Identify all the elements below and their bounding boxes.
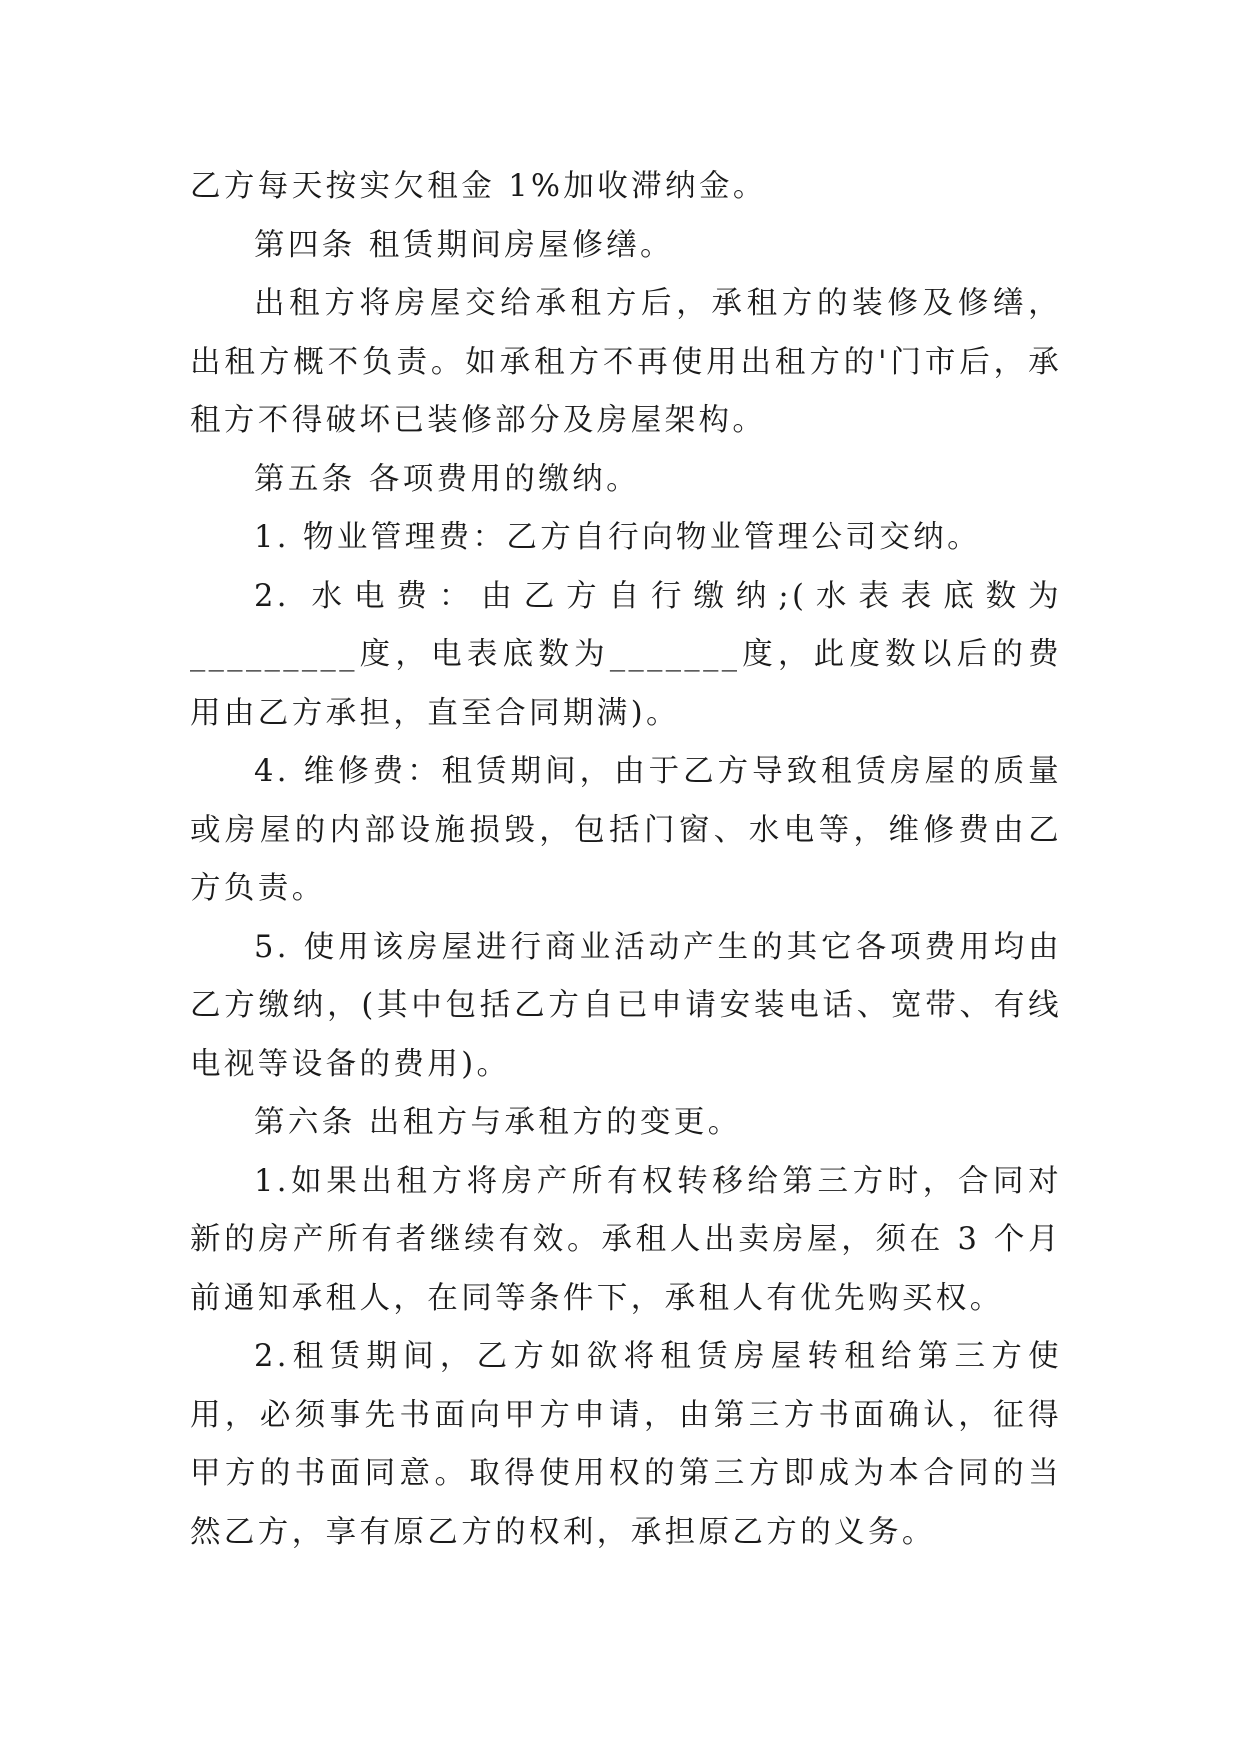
contract-body [190, 158, 1062, 1562]
article-5-item-property-fee: 1. 物业管理费：乙方自行向物业管理公司交纳。 [254, 520, 981, 555]
article-5-item-other-fees: 5. 使用该房屋进行商业活动产生的其它各项费用均由乙方缴纳，(其中包括乙方自已申请安装电话、宽带、有线电视等设备的费用)。 [190, 929, 1062, 1082]
article-6-heading: 第六条 出租方与承租方的变更。 [254, 1105, 742, 1140]
article-6-item-sublease: 2.租赁期间，乙方如欲将租赁房屋转租给第三方使用，必须事先书面向甲方申请，由第三方书面确认，征得甲方的书面同意。取得使用权的第三方即成为本合同的当然乙方，享有原乙方的权利，承担原乙方的义务。 [190, 1339, 1062, 1550]
article-4-body: 出租方将房屋交给承租方后，承租方的装修及修缮，出租方概不负责。如承租方不再使用出租方的'门市后，承租方不得破坏已装修部分及房屋架构。 [190, 286, 1062, 438]
paragraph-late-fee: 乙方每天按实欠租金 1%加收滞纳金。 [190, 169, 767, 204]
article-4-heading: 第四条 租赁期间房屋修缮。 [254, 227, 674, 263]
article-5-item-repairs: 4. 维修费：租赁期间，由于乙方导致租赁房屋的质量或房屋的内部设施损毁，包括门窗、水电等，维修费由乙方负责。 [190, 754, 1062, 906]
article-5-heading: 第五条 各项费用的缴纳。 [254, 461, 640, 497]
article-6-item-ownership-transfer: 1.如果出租方将房产所有权转移给第三方时，合同对新的房产所有者继续有效。承租人出卖房屋，须在 3 个月前通知承租人，在同等条件下，承租人有优先购买权。 [190, 1163, 1062, 1316]
article-5-item-utilities: 2. 水电费：由乙方自行缴纳;(水表表底数为_________度，电表底数为_______度，此度数以后的费用由乙方承担，直至合同期满)。 [190, 578, 1062, 731]
